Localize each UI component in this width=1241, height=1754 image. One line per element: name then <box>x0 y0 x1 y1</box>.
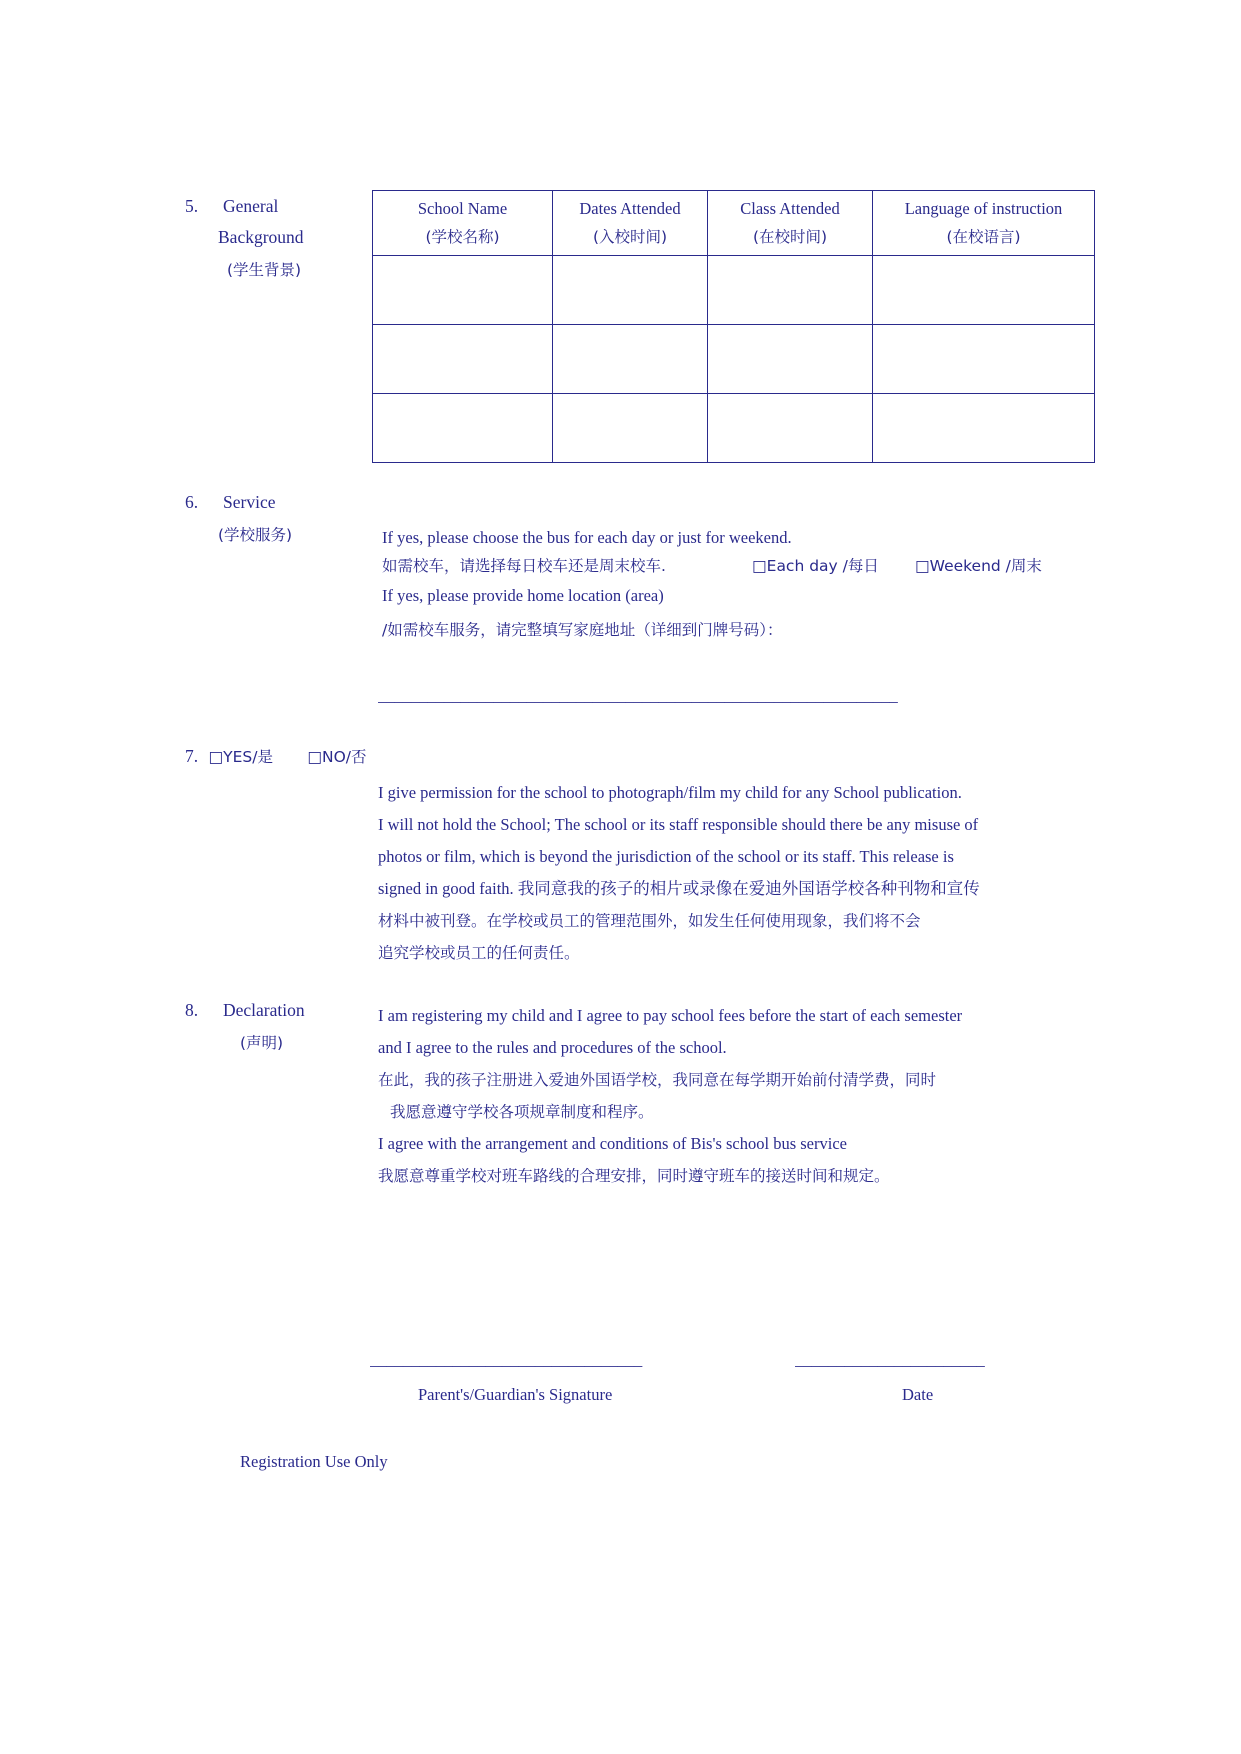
header-cn: (入校时间) <box>592 228 668 246</box>
section-5-number: 5. <box>185 196 199 216</box>
checkbox-each-day[interactable]: □Each day /每日 <box>752 557 879 575</box>
table-cell[interactable] <box>553 325 708 394</box>
general-background-table <box>372 190 1095 463</box>
table-row <box>373 256 1095 325</box>
table-cell[interactable] <box>873 394 1095 463</box>
table-cell[interactable] <box>873 325 1095 394</box>
permission-line: I will not hold the School; The school or its staff responsible should there be any misuse of <box>378 815 979 834</box>
permission-line: I give permission for the school to photograph/film my child for any School publication. <box>378 783 962 802</box>
header-cn: (在校语言) <box>946 228 1021 246</box>
signature-line[interactable]: _________________________________ <box>370 1350 643 1369</box>
table-header-row <box>373 191 1095 256</box>
table-row <box>373 325 1095 394</box>
table-header-cell <box>873 191 1095 256</box>
section-5-label-en2: Background <box>218 227 304 247</box>
table-cell[interactable] <box>708 256 873 325</box>
permission-line: signed in good faith. 我同意我的孩子的相片或录像在爱迪外国语学校各种刊物和宣传 <box>378 879 980 898</box>
service-line-1: If yes, please choose the bus for each day or just for weekend. <box>382 528 792 547</box>
table-cell[interactable] <box>373 325 553 394</box>
section-8-label-en: Declaration <box>223 1000 305 1020</box>
table-header-cell <box>553 191 708 256</box>
table-cell[interactable] <box>373 256 553 325</box>
header-en: Class Attended <box>740 199 840 218</box>
section-7-number: 7. <box>185 746 199 766</box>
registration-use-only-label: Registration Use Only <box>240 1452 388 1471</box>
declaration-line: I am registering my child and I agree to pay school fees before the start of each semester <box>378 1006 963 1025</box>
table-cell[interactable] <box>873 256 1095 325</box>
table-row <box>373 394 1095 463</box>
section-7-heading <box>185 745 367 767</box>
declaration-line: 我愿意尊重学校对班车路线的合理安排，同时遵守班车的接送时间和规定。 <box>378 1167 890 1185</box>
table-cell[interactable] <box>373 394 553 463</box>
service-line-3: If yes, please provide home location (area) <box>382 586 664 605</box>
permission-text <box>378 777 1078 969</box>
checkbox-no[interactable]: □NO/否 <box>307 748 367 766</box>
declaration-line: and I agree to the rules and procedures of the school. <box>378 1038 727 1057</box>
section-8-number: 8. <box>185 1000 199 1020</box>
date-label: Date <box>902 1385 934 1404</box>
header-en: Dates Attended <box>579 199 681 218</box>
section-6-label-cn: (学校服务) <box>218 526 293 544</box>
checkbox-weekend[interactable]: □Weekend /周末 <box>915 557 1042 575</box>
header-en: Language of instruction <box>904 199 1063 218</box>
service-line-4-cn: /如需校车服务，请完整填写家庭地址（详细到门牌号码）： <box>382 621 783 639</box>
header-cn: (学校名称) <box>425 228 500 246</box>
table-cell[interactable] <box>553 394 708 463</box>
section-6-number: 6. <box>185 492 199 512</box>
service-line-2-cn: 如需校车，请选择每日校车还是周末校车. <box>382 557 666 575</box>
declaration-line: 在此，我的孩子注册进入爱迪外国语学校，我同意在每学期开始前付清学费，同时 <box>378 1071 937 1089</box>
table-header-cell <box>708 191 873 256</box>
checkbox-yes[interactable]: □YES/是 <box>208 748 273 766</box>
declaration-text <box>378 1000 1078 1192</box>
signature-label: Parent's/Guardian's Signature <box>418 1385 613 1404</box>
date-line[interactable]: _______________________ <box>795 1350 985 1369</box>
permission-line: photos or film, which is beyond the jurisdiction of the school or its staff. This release is <box>378 847 954 866</box>
header-cn: (在校时间) <box>752 228 828 246</box>
permission-line: 材料中被刊登。在学校或员工的管理范围外，如发生任何使用现象，我们将不会 <box>378 912 921 930</box>
header-en: School Name <box>417 199 508 218</box>
section-8-label-cn: (声明) <box>240 1034 284 1052</box>
declaration-line: 我愿意遵守学校各项规章制度和程序。 <box>390 1103 654 1121</box>
section-5-label-en: General <box>223 196 279 216</box>
declaration-line: I agree with the arrangement and conditions of Bis's school bus service <box>378 1134 847 1153</box>
table-cell[interactable] <box>708 325 873 394</box>
table-cell[interactable] <box>553 256 708 325</box>
table-cell[interactable] <box>708 394 873 463</box>
section-6-label-en: Service <box>223 492 276 512</box>
home-address-blank-line[interactable]: _______________________________________________________________ <box>378 686 898 705</box>
permission-line: 追究学校或员工的任何责任。 <box>378 944 580 962</box>
table-header-cell <box>373 191 553 256</box>
section-5-label-cn: (学生背景) <box>227 261 302 279</box>
